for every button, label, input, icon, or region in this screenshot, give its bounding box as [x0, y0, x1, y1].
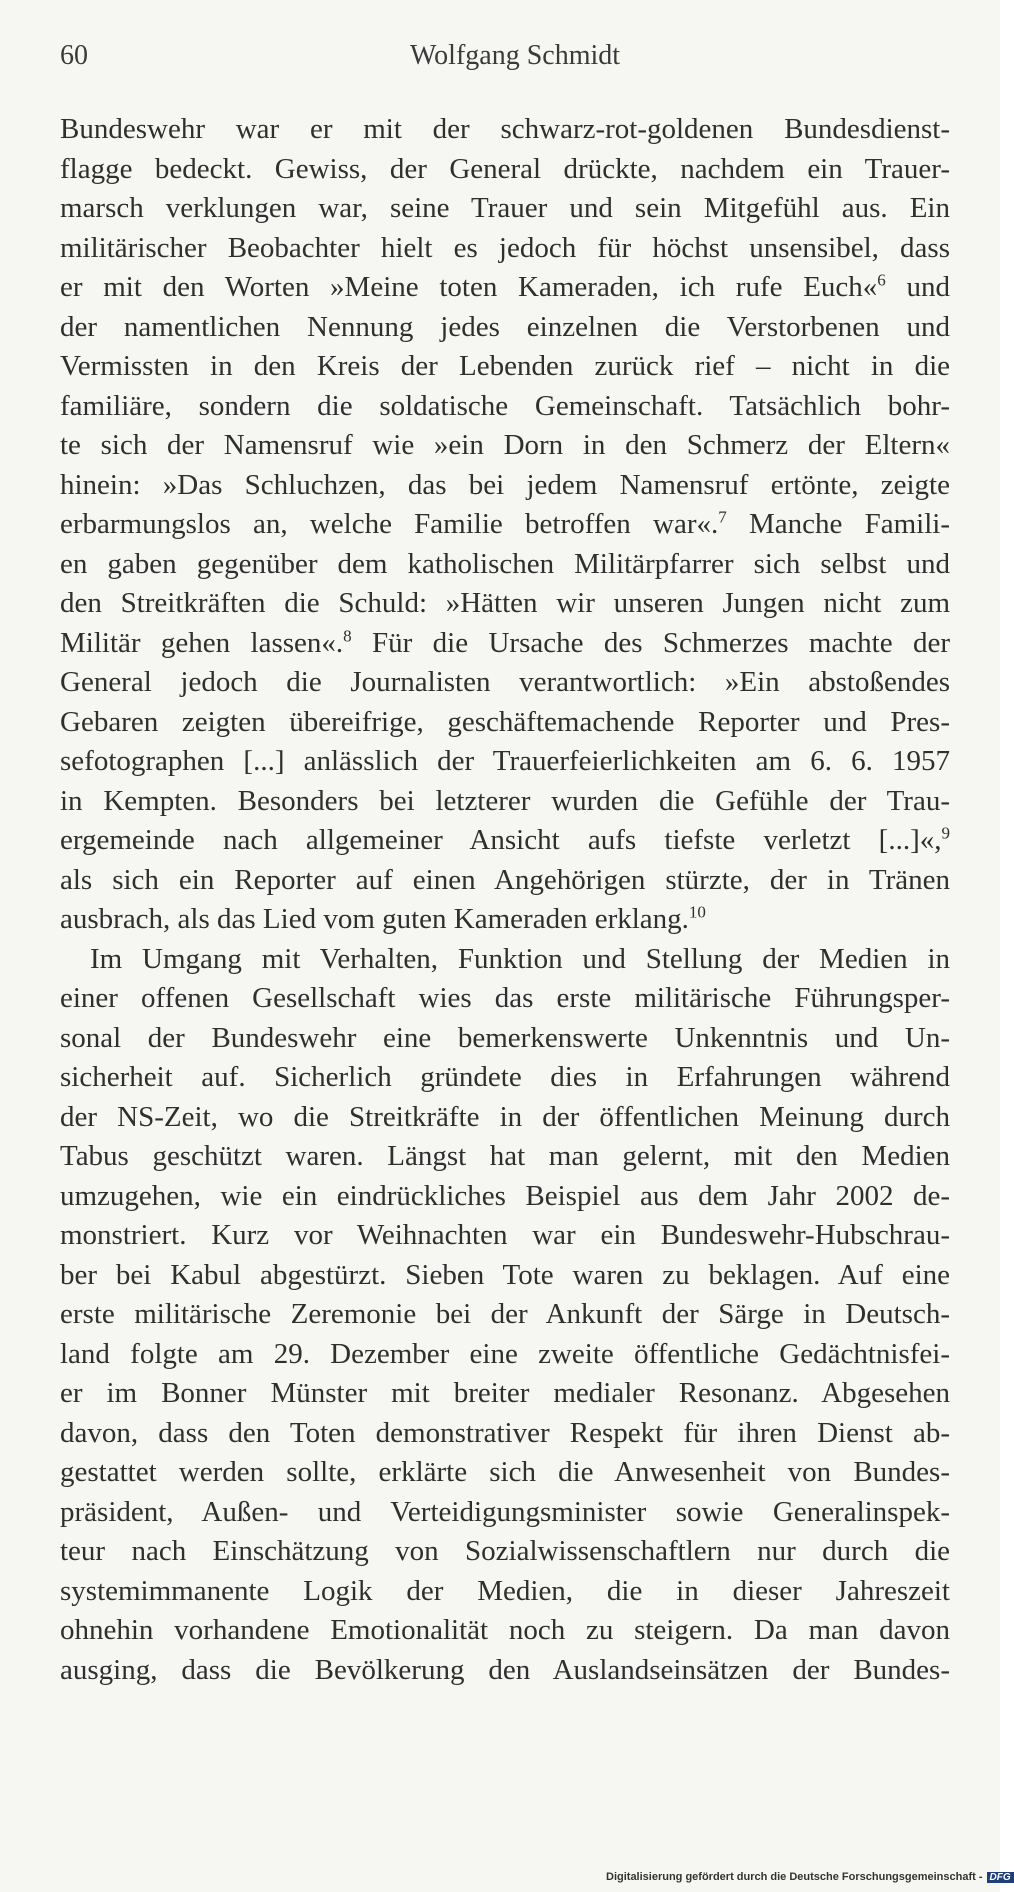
text-line: familiäre, sondern die soldatische Gemeinschaft. Tatsächlich bohr- — [60, 389, 950, 422]
text-line: den Streitkräften die Schuld: »Hätten wir unseren Jungen nicht zum — [60, 587, 950, 619]
footnote-ref-9: 9 — [941, 823, 950, 843]
credit-text: Digitalisierung gefördert durch die Deutsche Forschungsgemeinschaft - — [606, 1871, 983, 1883]
text-line: Bundeswehr war er mit der schwarz-rot-goldenen Bundesdienst- — [60, 113, 950, 145]
page-number: 60 — [60, 40, 88, 71]
dfg-logo: DFG — [987, 1872, 1014, 1883]
text-line: ber bei Kabul abgestürzt. Sieben Tote waren zu beklagen. Auf eine — [60, 1258, 950, 1291]
text-line: davon, dass den Toten demonstrativer Respekt für ihren Dienst ab- — [60, 1416, 950, 1449]
text-line: umzugehen, wie ein eindrückliches Beispiel aus dem Jahr 2002 de- — [60, 1179, 950, 1212]
text-line — [60, 505, 950, 545]
text-line: sicherheit auf. Sicherlich gründete dies in Erfahrungen während — [60, 1061, 950, 1093]
text-line: General jedoch die Journalisten verantwortlich: »Ein abstoßendes — [60, 666, 950, 698]
text-line: gestattet werden sollte, erklärte sich die Anwesenheit von Bundes- — [60, 1456, 950, 1488]
text-line: ohnehin vorhandene Emotionalität noch zu steigern. Da man davon — [60, 1614, 950, 1646]
text-line: hinein: »Das Schluchzen, das bei jedem Namensruf ertönte, zeigte — [60, 468, 950, 501]
running-head-author: Wolfgang Schmidt — [410, 40, 621, 71]
text-line: Gebaren zeigten übereifrige, geschäftemachende Reporter und Pres- — [60, 705, 950, 738]
text-fragment: Militär gehen lassen«. — [60, 626, 344, 659]
text-line: en gaben gegenüber dem katholischen Militärpfarrer sich selbst und — [60, 547, 950, 580]
text-line: te sich der Namensruf wie »ein Dorn in den Schmerz der Eltern« — [60, 429, 950, 461]
text-line: Vermissten in den Kreis der Lebenden zurück rief – nicht in die — [60, 350, 950, 382]
footnote-ref-10: 10 — [688, 902, 706, 922]
body-text — [60, 110, 950, 1690]
text-fragment: Für die Ursache des Schmerzes machte der — [351, 626, 950, 659]
text-fragment: er mit den Worten »Meine toten Kameraden, ich rufe Euch« — [60, 271, 878, 303]
text-fragment: und — [885, 271, 950, 303]
text-line: der NS-Zeit, wo die Streitkräfte in der öffentlichen Meinung durch — [60, 1100, 950, 1133]
text-line — [60, 900, 950, 940]
footnote-ref-7: 7 — [718, 507, 727, 527]
digitization-credit — [606, 1871, 1014, 1883]
text-line: der namentlichen Nennung jedes einzelnen die Verstorbenen und — [60, 310, 950, 343]
text-fragment: Manche Famili- — [726, 508, 950, 540]
text-line — [60, 624, 950, 664]
text-line — [60, 821, 950, 861]
text-fragment: ausbrach, als das Lied vom guten Kameraden erklang. — [60, 903, 689, 935]
text-line: sefotographen [...] anlässlich der Trauerfeierlichkeiten am 6. 6. 1957 — [60, 745, 950, 777]
text-line: ausging, dass die Bevölkerung den Auslandseinsätzen der Bundes- — [60, 1653, 950, 1686]
footnote-ref-8: 8 — [343, 625, 352, 645]
text-line: präsident, Außen- und Verteidigungsminister sowie Generalinspek- — [60, 1495, 950, 1528]
footnote-ref-6: 6 — [877, 270, 886, 290]
text-line: teur nach Einschätzung von Sozialwissenschaftlern nur durch die — [60, 1535, 950, 1567]
text-line: in Kempten. Besonders bei letzterer wurden die Gefühle der Trau- — [60, 784, 950, 817]
text-line: er im Bonner Münster mit breiter medialer Resonanz. Abgesehen — [60, 1377, 950, 1409]
text-line: als sich ein Reporter auf einen Angehörigen stürzte, der in Tränen — [60, 863, 950, 896]
page-header — [60, 40, 960, 80]
text-line — [60, 268, 950, 308]
text-fragment: erbarmungslos an, welche Familie betroffen war«. — [60, 508, 719, 540]
paragraph-start-line: Im Umgang mit Verhalten, Funktion und Stellung der Medien in — [90, 942, 950, 975]
text-line: militärischer Beobachter hielt es jedoch für höchst unsensibel, dass — [60, 231, 950, 264]
text-line: monstriert. Kurz vor Weihnachten war ein Bundeswehr-Hubschrau- — [60, 1219, 950, 1251]
text-line: einer offenen Gesellschaft wies das erste militärische Führungsper- — [60, 982, 950, 1014]
text-line: sonal der Bundeswehr eine bemerkenswerte Unkenntnis und Un- — [60, 1021, 950, 1054]
text-line: erste militärische Zeremonie bei der Ankunft der Särge in Deutsch- — [60, 1298, 950, 1330]
text-line: Tabus geschützt waren. Längst hat man gelernt, mit den Medien — [60, 1140, 950, 1172]
text-line: land folgte am 29. Dezember eine zweite öffentliche Gedächtnisfei- — [60, 1337, 950, 1370]
text-line: marsch verklungen war, seine Trauer und sein Mitgefühl aus. Ein — [60, 192, 950, 224]
text-line: systemimmanente Logik der Medien, die in dieser Jahreszeit — [60, 1574, 950, 1607]
text-line: flagge bedeckt. Gewiss, der General drückte, nachdem ein Trauer- — [60, 152, 950, 185]
text-fragment: ergemeinde nach allgemeiner Ansicht aufs tiefste verletzt [...]«, — [60, 824, 942, 856]
